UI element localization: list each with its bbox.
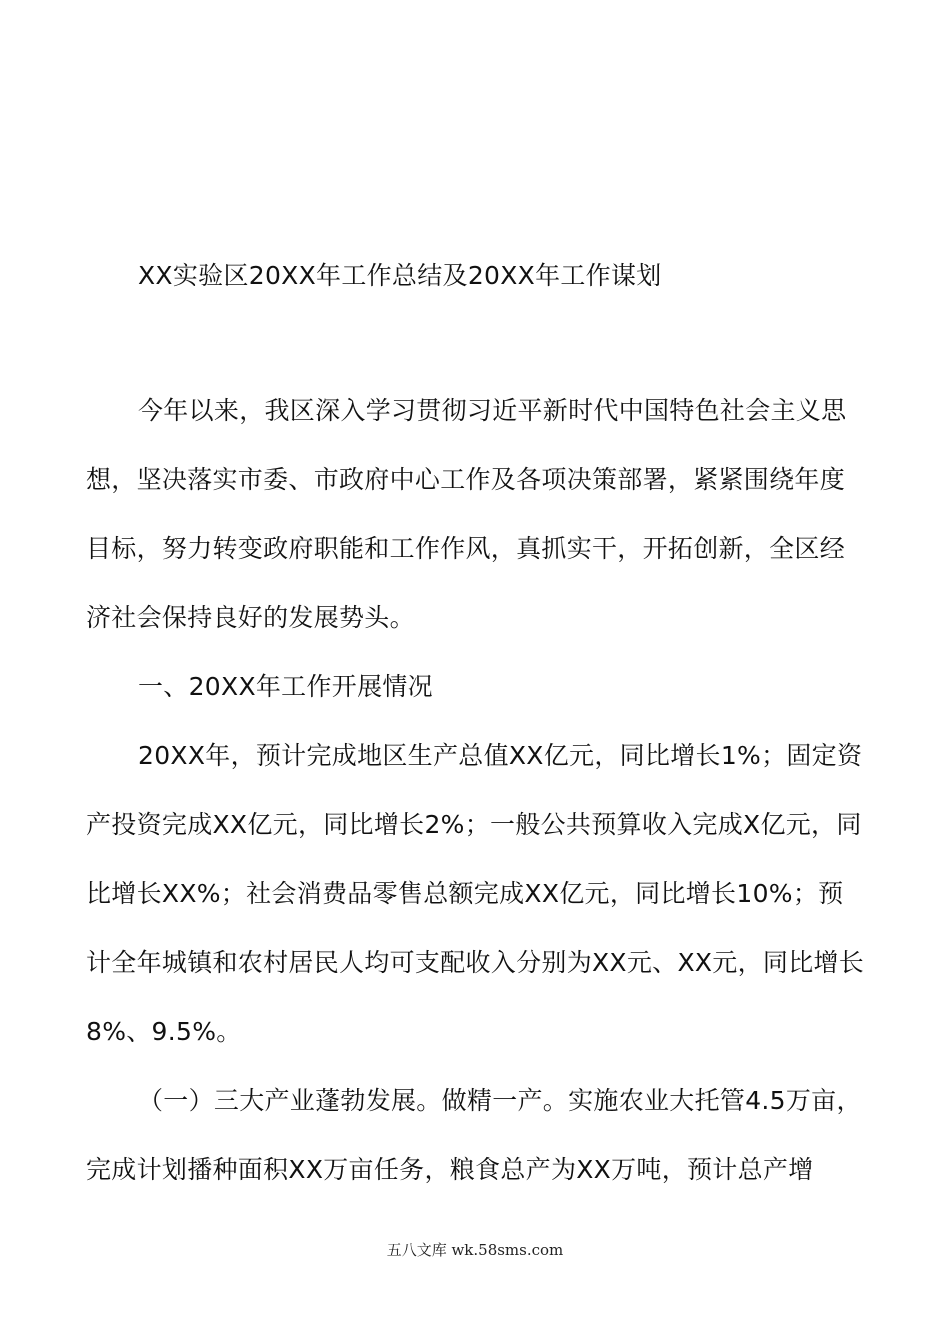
footer-watermark: 五八文库 wk.58sms.com (386, 1241, 564, 1259)
paragraph-intro: 今年以来，我区深入学习贯彻习近平新时代中国特色社会主义思想，坚决落实市委、市政府中心工作及各项决策部署，紧紧围绕年度目标，努力转变政府职能和工作作风，真抓实干，开拓创新，全区经济社会保持良好的发展势头。 (86, 396, 847, 632)
paragraph-statistics: 20XX年，预计完成地区生产总值XX亿元，同比增长1%；固定资产投资完成XX亿元，同比增长2%；一般公共预算收入完成X亿元，同比增长XX%；社会消费品零售总额完成XX亿元，同比增长10%；预计全年城镇和农村居民人均可支配收入分别为XX元、XX元，同比增长8%、9.5%。 (86, 741, 865, 1046)
paragraph-industries: （一）三大产业蓬勃发展。做精一产。实施农业大托管4.5万亩，完成计划播种面积XX万亩任务，粮食总产为XX万吨，预计总产增 (86, 1086, 862, 1184)
document-title: XX实验区20XX年工作总结及20XX年工作谋划 (138, 261, 662, 290)
section-heading: 一、20XX年工作开展情况 (138, 672, 433, 701)
